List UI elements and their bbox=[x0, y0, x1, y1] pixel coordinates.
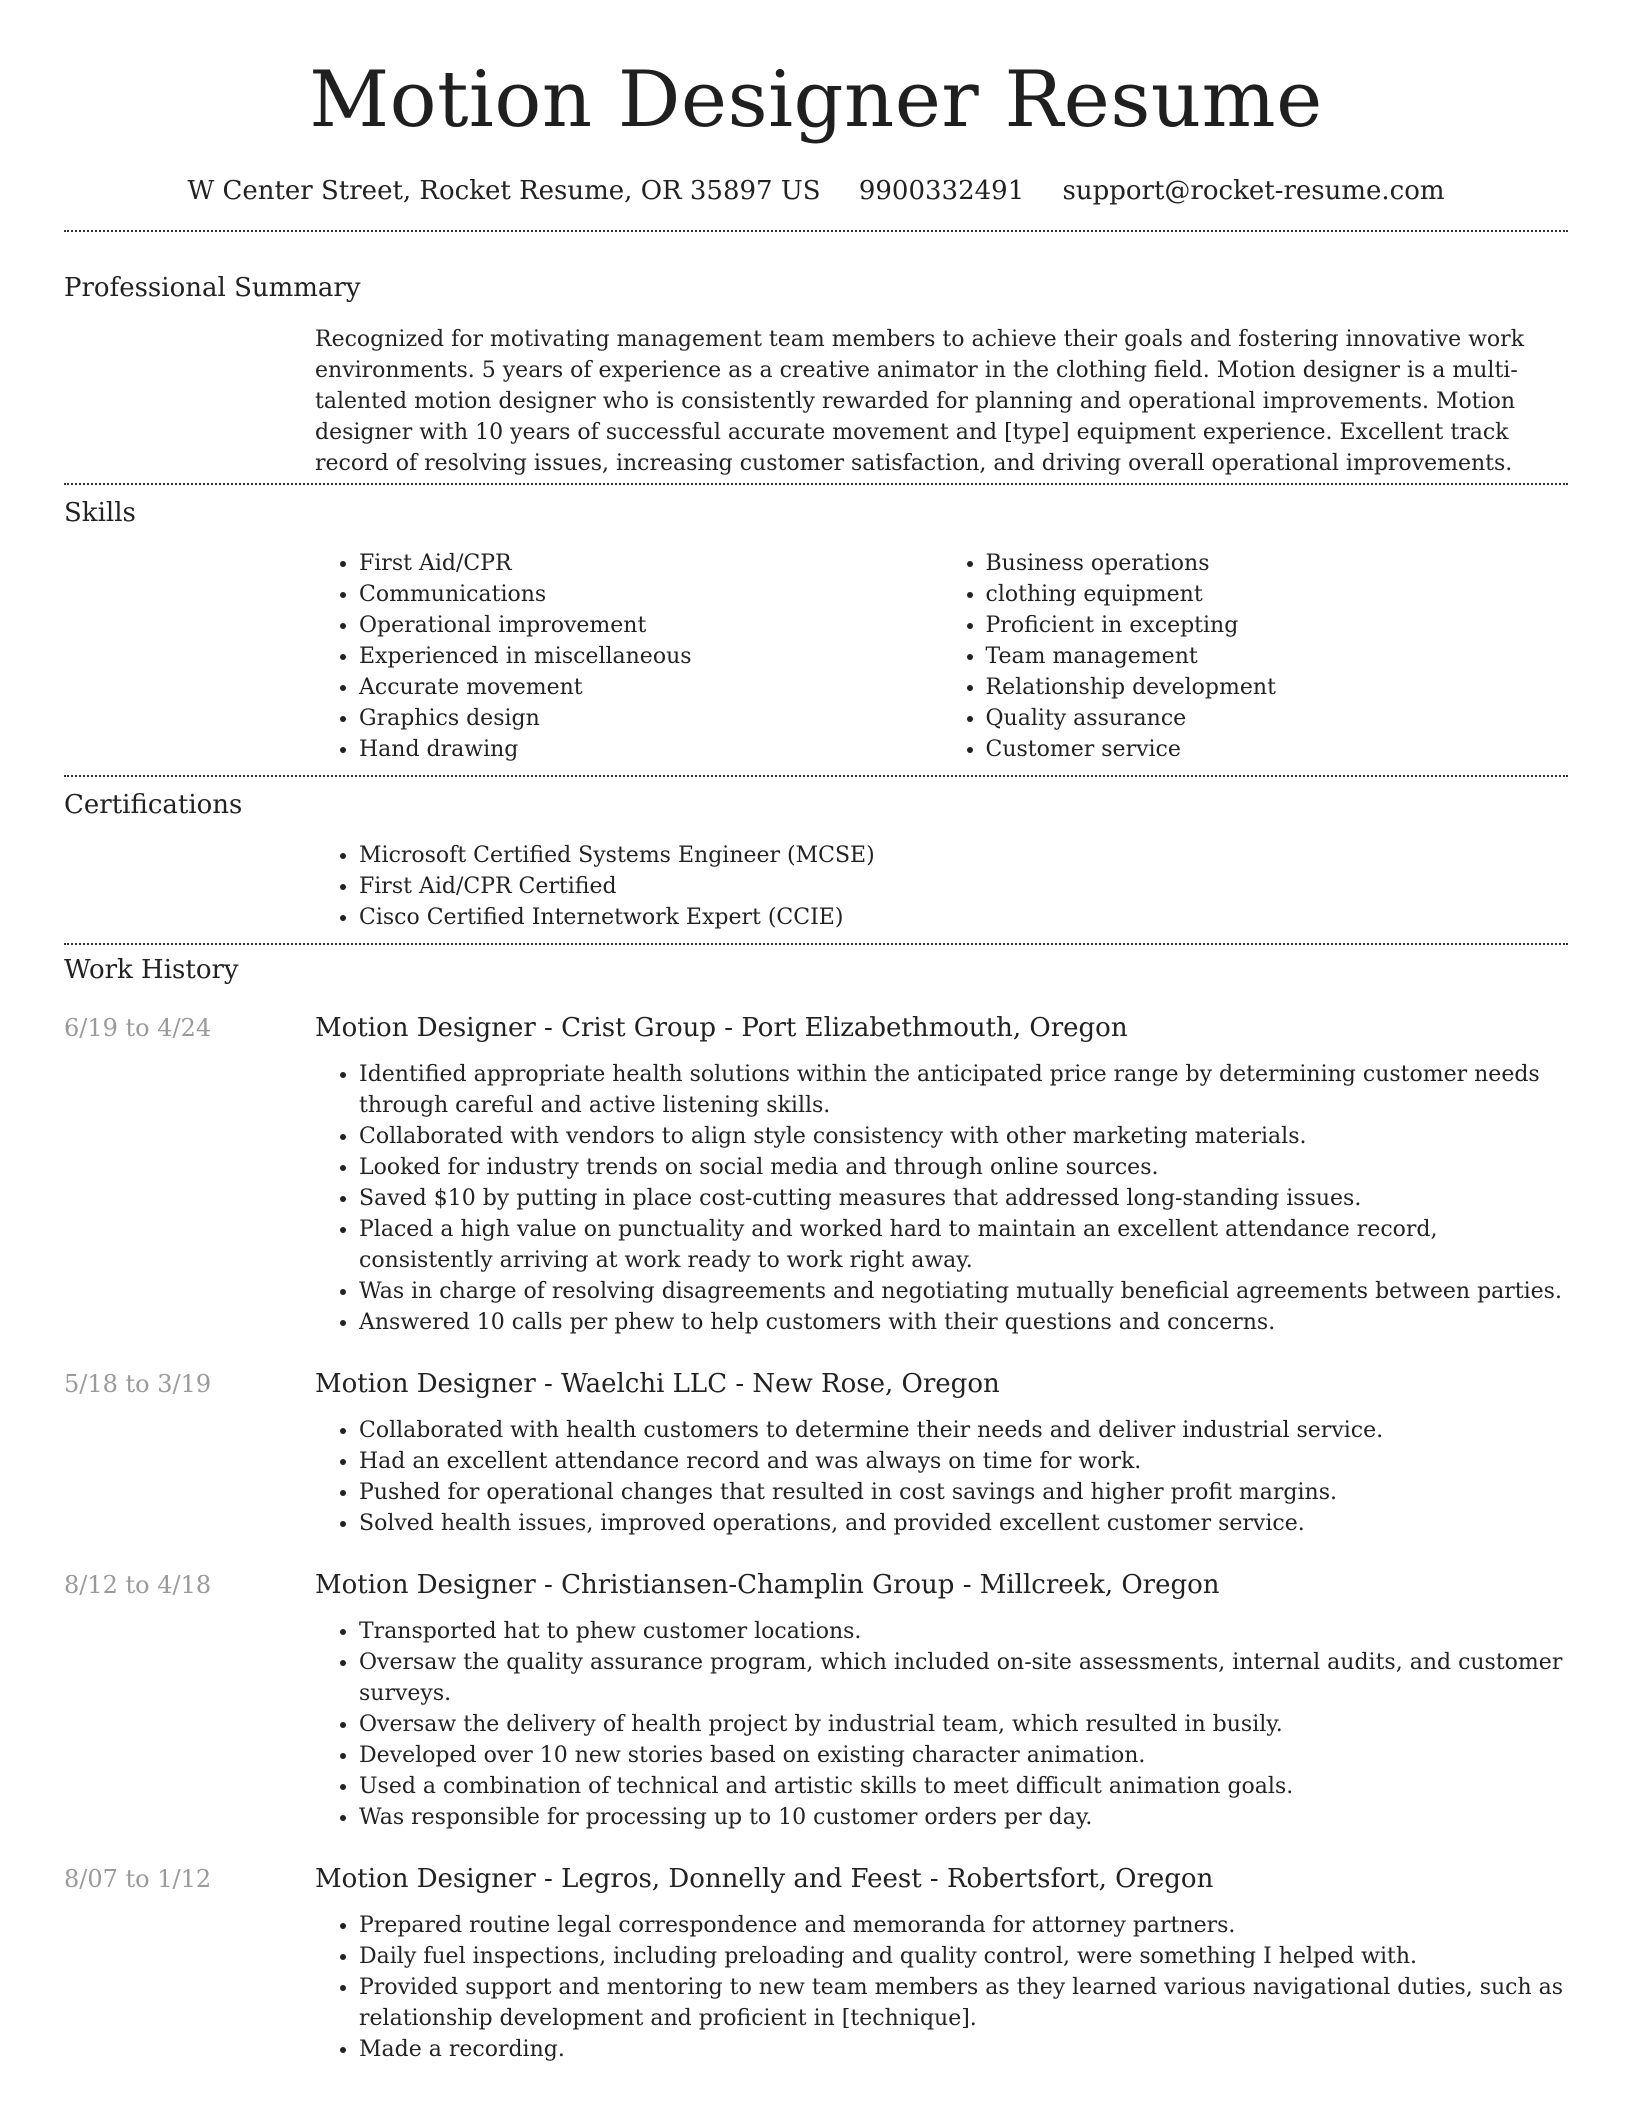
job-bullet: • Oversaw the delivery of health project by industrial team, which resulted in busily. bbox=[359, 1709, 1568, 1740]
job-bullet: • Daily fuel inspections, including preloading and quality control, were something I helped with. bbox=[359, 1941, 1568, 1972]
skill-item: • Customer service bbox=[986, 734, 1569, 765]
certifications-list bbox=[315, 840, 1568, 933]
job-title: Motion Designer - Waelchi LLC - New Rose, Oregon bbox=[315, 1369, 1000, 1399]
certification-item: • Cisco Certified Internetwork Expert (CCIE) bbox=[359, 902, 1568, 933]
work-history-section bbox=[64, 945, 1568, 2065]
skill-item: • Hand drawing bbox=[359, 734, 942, 765]
contact-address: W Center Street, Rocket Resume, OR 35897 US bbox=[187, 176, 821, 206]
job-bullets bbox=[315, 1910, 1568, 2065]
skills-grid bbox=[315, 548, 1568, 765]
section-heading-summary: Professional Summary bbox=[64, 273, 361, 303]
job-entry bbox=[64, 1862, 1568, 2065]
job-bullet: • Solved health issues, improved operations, and provided excellent customer service. bbox=[359, 1508, 1568, 1539]
job-dates: 5/18 to 3/19 bbox=[64, 1370, 212, 1398]
certifications-section bbox=[64, 777, 1568, 933]
skill-item: • Graphics design bbox=[359, 703, 942, 734]
section-heading-certifications: Certifications bbox=[64, 790, 243, 820]
job-title: Motion Designer - Legros, Donnelly and Feest - Robertsfort, Oregon bbox=[315, 1864, 1214, 1894]
skill-item: • clothing equipment bbox=[986, 579, 1569, 610]
job-main bbox=[315, 1011, 1568, 1338]
job-main bbox=[315, 1568, 1568, 1833]
job-entry bbox=[64, 1011, 1568, 1338]
section-heading-work: Work History bbox=[64, 955, 239, 985]
skill-item: • Relationship development bbox=[986, 672, 1569, 703]
job-main bbox=[315, 1862, 1568, 2065]
job-bullet: • Was responsible for processing up to 10 customer orders per day. bbox=[359, 1802, 1568, 1833]
job-title: Motion Designer - Christiansen-Champlin Group - Millcreek, Oregon bbox=[315, 1570, 1220, 1600]
job-bullet: • Saved $10 by putting in place cost-cutting measures that addressed long-standing issues. bbox=[359, 1183, 1568, 1214]
skill-item: • Team management bbox=[986, 641, 1569, 672]
job-bullets bbox=[315, 1059, 1568, 1338]
job-bullet: • Collaborated with health customers to determine their needs and deliver industrial service. bbox=[359, 1415, 1568, 1446]
summary-text: Recognized for motivating management team members to achieve their goals and fostering innovative work environments. 5 years of experience as a creative animator in the clothing field. Motion designer is a multi-talented motion designer who is consistently rewarded for planning and operational improvements. Motion designer with 10 years of successful accurate movement and [type] equipment experience. Excellent track record of resolving issues, increasing customer satisfaction, and driving overall operational improvements. bbox=[315, 327, 1525, 476]
certification-item: • First Aid/CPR Certified bbox=[359, 871, 1568, 902]
job-bullets bbox=[315, 1415, 1568, 1539]
section-heading-skills: Skills bbox=[64, 498, 136, 528]
skill-item: • Business operations bbox=[986, 548, 1569, 579]
job-bullet: • Prepared routine legal correspondence and memoranda for attorney partners. bbox=[359, 1910, 1568, 1941]
skill-item: • Experienced in miscellaneous bbox=[359, 641, 942, 672]
job-dates: 8/07 to 1/12 bbox=[64, 1865, 212, 1893]
skills-section bbox=[64, 485, 1568, 765]
job-entry bbox=[64, 1568, 1568, 1833]
job-bullet: • Looked for industry trends on social media and through online sources. bbox=[359, 1152, 1568, 1183]
job-dates: 8/12 to 4/18 bbox=[64, 1571, 212, 1599]
job-bullet: • Placed a high value on punctuality and worked hard to maintain an excellent attendance record, consistently arriving at work ready to work right away. bbox=[359, 1214, 1568, 1276]
contact-email[interactable]: support@rocket-resume.com bbox=[1062, 176, 1445, 206]
skills-list-left bbox=[315, 548, 942, 765]
job-bullet: • Transported hat to phew customer locations. bbox=[359, 1616, 1568, 1647]
job-bullets bbox=[315, 1616, 1568, 1833]
job-bullet: • Oversaw the quality assurance program, which included on-site assessments, internal audits, and customer surveys. bbox=[359, 1647, 1568, 1709]
contact-line bbox=[64, 174, 1568, 208]
summary-section bbox=[64, 232, 1568, 479]
skill-item: • Communications bbox=[359, 579, 942, 610]
certifications-body bbox=[315, 840, 1568, 933]
skills-list-right bbox=[942, 548, 1569, 765]
skill-item: • Operational improvement bbox=[359, 610, 942, 641]
job-bullet: • Used a combination of technical and artistic skills to meet difficult animation goals. bbox=[359, 1771, 1568, 1802]
job-bullet: • Was in charge of resolving disagreements and negotiating mutually beneficial agreements between parties. bbox=[359, 1276, 1568, 1307]
contact-phone: 9900332491 bbox=[858, 176, 1025, 206]
job-bullet: • Collaborated with vendors to align style consistency with other marketing materials. bbox=[359, 1121, 1568, 1152]
skill-item: • Quality assurance bbox=[986, 703, 1569, 734]
job-main bbox=[315, 1367, 1568, 1539]
job-bullet: • Identified appropriate health solutions within the anticipated price range by determining customer needs through careful and active listening skills. bbox=[359, 1059, 1568, 1121]
job-title: Motion Designer - Crist Group - Port Elizabethmouth, Oregon bbox=[315, 1013, 1128, 1043]
job-bullet: • Provided support and mentoring to new team members as they learned various navigational duties, such as relationship development and proficient in [technique]. bbox=[359, 1972, 1568, 2034]
job-bullet: • Had an excellent attendance record and was always on time for work. bbox=[359, 1446, 1568, 1477]
skill-item: • Accurate movement bbox=[359, 672, 942, 703]
job-bullet: • Developed over 10 new stories based on existing character animation. bbox=[359, 1740, 1568, 1771]
certification-item: • Microsoft Certified Systems Engineer (MCSE) bbox=[359, 840, 1568, 871]
skill-item: • First Aid/CPR bbox=[359, 548, 942, 579]
job-dates: 6/19 to 4/24 bbox=[64, 1014, 212, 1042]
skill-item: • Proficient in excepting bbox=[986, 610, 1569, 641]
job-entry bbox=[64, 1367, 1568, 1539]
job-bullet: • Made a recording. bbox=[359, 2034, 1568, 2065]
resume-title: Motion Designer Resume bbox=[309, 55, 1323, 145]
job-bullet: • Answered 10 calls per phew to help customers with their questions and concerns. bbox=[359, 1307, 1568, 1338]
job-bullet: • Pushed for operational changes that resulted in cost savings and higher profit margins. bbox=[359, 1477, 1568, 1508]
